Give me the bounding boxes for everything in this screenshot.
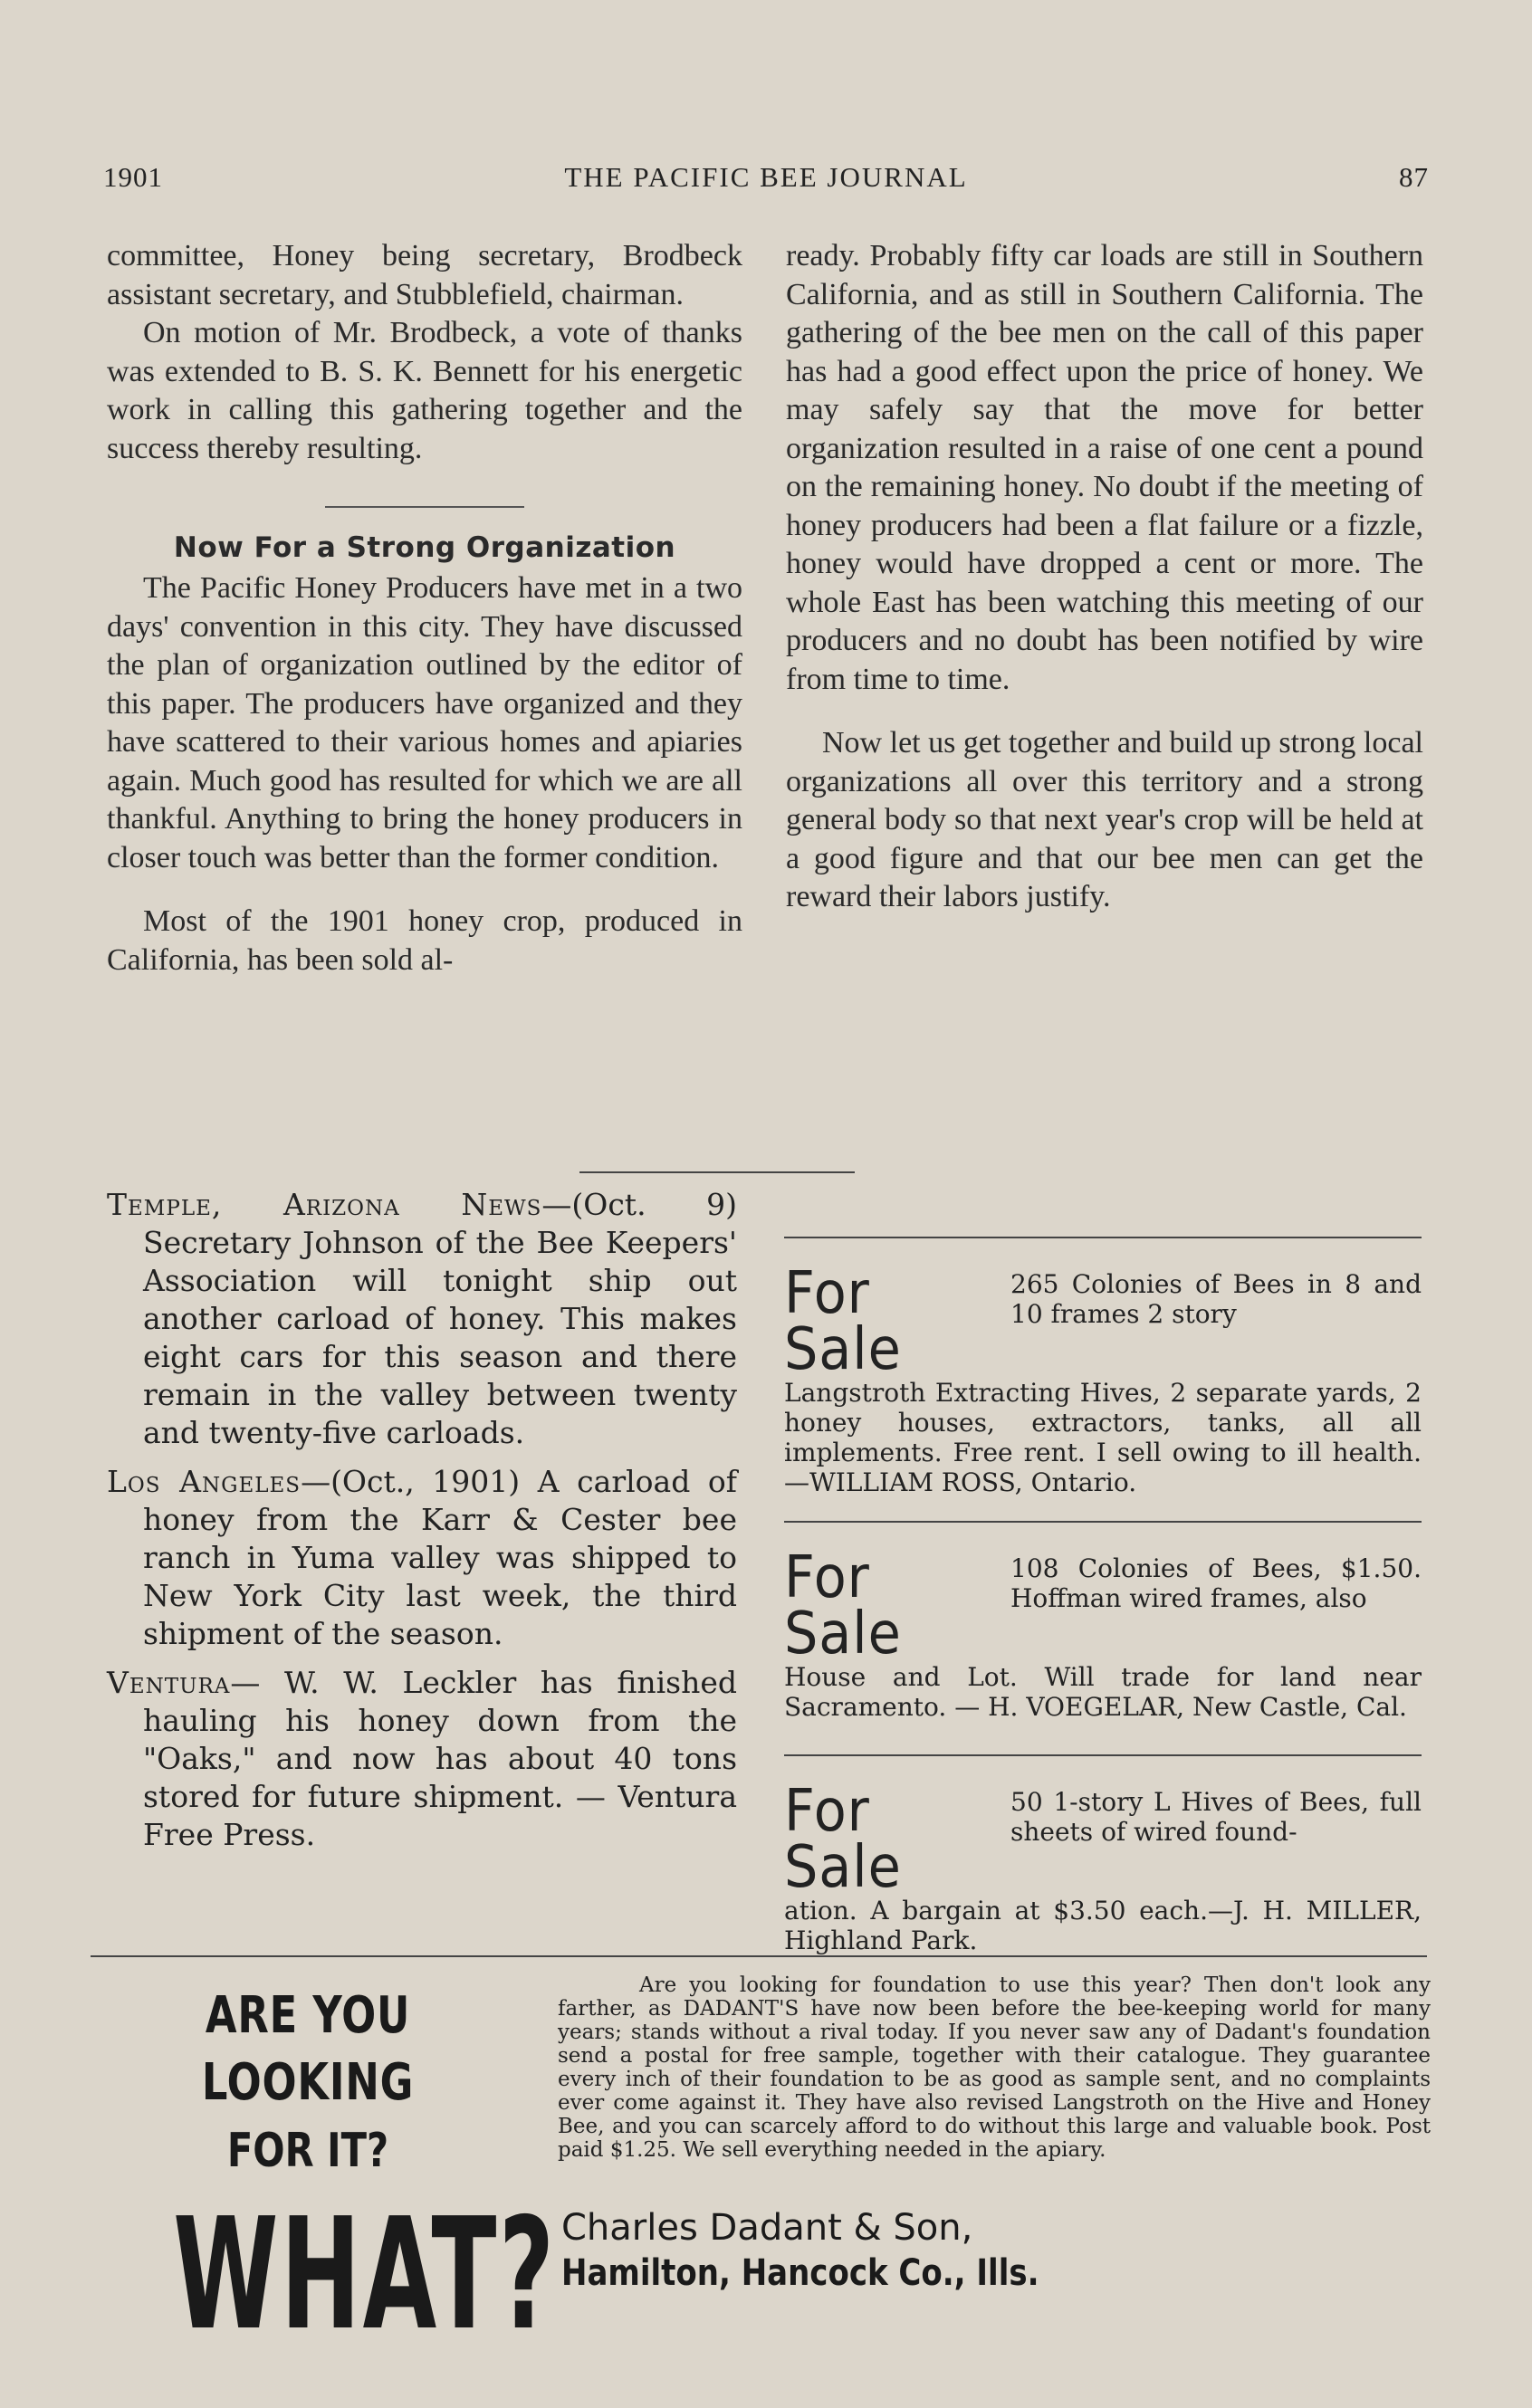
news-dateline: Los Angeles [107, 1464, 302, 1499]
organization-paragraph: The Pacific Honey Producers have met in a two days' convention in this city. They have discussed the plan of organization outlined by the editor of this paper. The producers have organized and they have scattered to their various homes and apiaries again. Much good has resulted for which we are all thankful. Anything to bring the honey producers in closer touch was better than the former condition. [107, 571, 742, 874]
ad-headline-line3: WHAT? [173, 2185, 557, 2365]
call-to-action-paragraph: Now let us get together and build up strong local organizations all over this territory and a strong general body so that next year's crop will be held at a good figure and that our bee men can get the reward their labors justify. [786, 726, 1423, 913]
crop-paragraph: Most of the 1901 honey crop, produced in California, has been sold al- [107, 904, 742, 977]
ad-headline-line1: ARE YOU LOOKING [201, 1986, 415, 2112]
ad-rule [784, 1754, 1422, 1756]
continuation-paragraph: committee, Honey being secretary, Brodbeck assistant secretary, and Stubblefield, chairman. [107, 239, 742, 311]
news-items [107, 1186, 737, 1865]
news-dateline: Ventura [107, 1665, 231, 1700]
for-sale-lead: 265 Colonies of Bees in 8 and 10 frames 2 story [1010, 1269, 1422, 1329]
column-divider [579, 1171, 855, 1173]
for-sale-ad [784, 1521, 1422, 1722]
ad-rule [784, 1521, 1422, 1523]
news-text: —(Oct. 9) Secretary Johnson of the Bee Keepers' Association will tonight ship out another carload of honey. This makes eight cars for this season and there remain in the valley between twenty and twenty-five carloads. [143, 1187, 737, 1450]
header-year: 1901 [103, 161, 163, 193]
for-sale-lead: 108 Colonies of Bees, $1.50. Hoffman wired frames, also [1010, 1553, 1422, 1613]
crop-continuation-paragraph: ready. Probably fifty car loads are still in Southern California, and as still in Southern California. The gathering of the bee men on the call of this paper has had a good effect upon the price of honey. We may safely say that the move for better organization resulted in a raise of one cent a pound on the remaining honey. No doubt if the meeting of honey producers had been a flat failure or a fizzle, honey would have dropped a cent or more. The whole East has been watching this meeting of our producers and no doubt has been notified by wire from time to time. [786, 239, 1423, 696]
for-sale-ad [784, 1237, 1422, 1497]
news-item [107, 1463, 737, 1653]
for-sale-lead: 50 1-story L Hives of Bees, full sheets of wired found- [1010, 1787, 1422, 1847]
news-dateline: Temple, Arizona News [107, 1187, 542, 1222]
ad-firm: Charles Dadant & Son, [561, 2207, 973, 2249]
for-sale-title: For Sale [784, 1260, 902, 1383]
ad-rule [784, 1237, 1422, 1238]
ad-headline-line2: FOR IT? [226, 2124, 389, 2178]
ad-headline [91, 1983, 557, 2365]
section-heading: Now For a Strong Organization [173, 531, 676, 564]
news-text: —(Oct., 1901) A carload of honey from the Karr & Cester bee ranch in Yuma valley was shipped to New York City last week, the third shipment of the season. [143, 1464, 737, 1651]
for-sale-text: House and Lot. Will trade for land near Sacramento. — H. VOEGELAR, New Castle, Cal. [784, 1662, 1422, 1722]
ad-body: Are you looking for foundation to use this year? Then don't look any farther, as DADANT'S have now been before the bee-keeping world for many years; stands without a rival today. If you never saw any of Dadant's foundation send a postal for free sample, together with their catalogue. They guarantee every inch of their foundation to be as good as sample sent, and no complaints ever come against it. They have also revised Langstroth on the Hive and Honey Bee, and you can scarcely afford to do without this large and valuable book. Post paid $1.25. We sell everything needed in the apiary. [558, 1973, 1431, 2162]
for-sale-text: ation. A bargain at $3.50 each.—J. H. MILLER, Highland Park. [784, 1896, 1422, 1955]
news-text: — W. W. Leckler has finished hauling his honey down from the "Oaks," and now has about 40 tons stored for future shipment. — Ventura Free Press. [143, 1665, 737, 1852]
journal-title: THE PACIFIC BEE JOURNAL [564, 161, 968, 193]
section-rule [325, 506, 524, 508]
for-sale-ad [784, 1754, 1422, 1955]
for-sale-title: For Sale [784, 1778, 902, 1901]
ad-place: Hamilton, Hancock Co., Ills. [561, 2252, 1039, 2294]
for-sale-title: For Sale [784, 1544, 902, 1667]
ad-signature [561, 2205, 1431, 2296]
right-column [786, 237, 1423, 917]
news-item [107, 1186, 737, 1452]
news-item [107, 1664, 737, 1854]
for-sale-text: Langstroth Extracting Hives, 2 separate yards, 2 honey houses, extractors, tanks, all all implements. Free rent. I sell owing to ill health.—WILLIAM ROSS, Ontario. [784, 1378, 1422, 1497]
motion-paragraph: On motion of Mr. Brodbeck, a vote of thanks was extended to B. S. K. Bennett for his energetic work in calling this gathering together and the success thereby resulting. [107, 316, 742, 465]
page-number: 87 [1399, 161, 1429, 193]
dadant-advertisement [91, 1955, 1431, 2365]
page-header [103, 161, 1429, 197]
left-column [107, 237, 742, 979]
